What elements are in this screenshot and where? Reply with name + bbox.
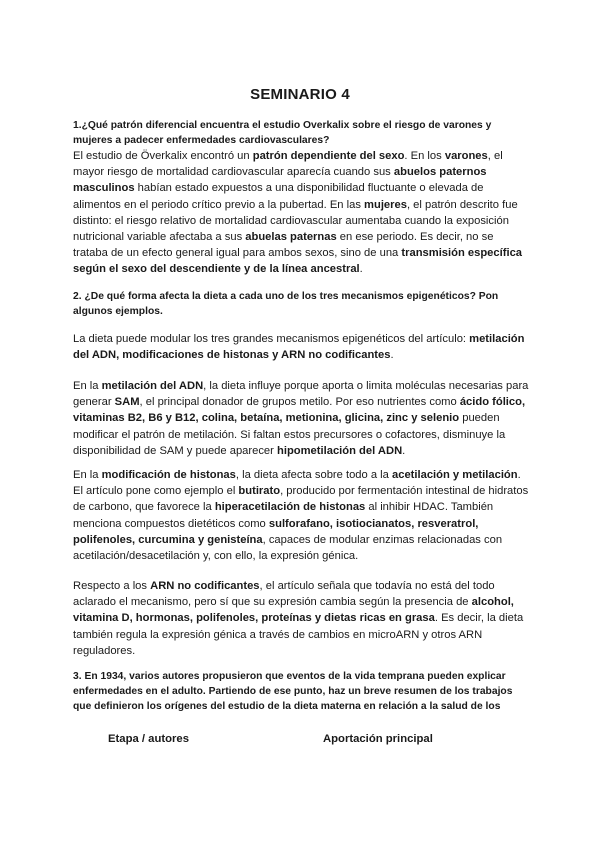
question-1 <box>73 118 529 148</box>
question-1-number: 1. <box>73 120 82 131</box>
table-header-contribution: Aportación principal <box>323 733 433 745</box>
answer-2-text-1 <box>73 331 529 363</box>
question-3-block <box>73 669 529 714</box>
question-1-text: ¿Qué patrón diferencial encuentra el estudio Overkalix sobre el riesgo de varones y mujeres a padecer enfermedades cardiovasculares? <box>73 120 492 146</box>
bold-run: butirato <box>238 485 281 498</box>
bold-run: SAM <box>114 396 140 409</box>
bold-run: abuelas paternas <box>245 231 337 244</box>
question-1-block <box>73 118 529 278</box>
text-run: , el patrón descrito fue distinto: el riesgo relativo de mortalidad cardiovascular aumentaba cuando la exposición nutricional variable afectaba a sus <box>73 198 518 244</box>
text-run: , el principal donador de grupos metilo. Por eso nutrientes como <box>139 396 460 409</box>
bold-run: sulforafano, isotiocianatos, resveratrol, polifenoles, curcumina y genisteína <box>73 517 479 546</box>
answer-2-paragraph-1 <box>73 331 529 363</box>
answer-2-paragraph-3 <box>73 467 529 564</box>
question-3 <box>73 669 529 714</box>
text-run: , la dieta afecta sobre todo a la <box>235 469 392 481</box>
text-run: . <box>390 349 394 362</box>
bold-run: varones <box>444 150 488 162</box>
text-run: En la <box>73 469 102 481</box>
question-2 <box>73 289 529 319</box>
question-2-number: 2. <box>73 291 82 302</box>
text-run: La dieta puede modular los tres grandes mecanismos epigenéticos del artículo: <box>73 333 470 345</box>
text-run: . Es decir, la dieta también regula la expresión génica a través de cambios en microARN y otros ARN reguladores. <box>73 612 524 657</box>
bold-run: transmisión específica según el sexo del descendiente y de la línea ancestral <box>73 247 523 276</box>
text-run: . El artículo pone como ejemplo el <box>73 469 521 498</box>
text-run: , el mayor riesgo de mortalidad cardiovascular aparecía cuando sus <box>73 150 503 179</box>
text-run: El estudio de Överkalix encontró un <box>73 150 253 162</box>
bold-run: hipometilación del ADN <box>277 444 403 457</box>
bold-run: patrón dependiente del sexo <box>252 150 405 162</box>
text-run: pueden modificar el patrón de metilación. Si faltan estos precursores o cofactores, disminuye la disponibilidad de SAM y puede aparecer <box>73 412 506 457</box>
page-title: SEMINARIO 4 <box>250 86 350 103</box>
text-run: Respecto a los <box>73 580 151 592</box>
answer-2-text-3 <box>73 467 529 564</box>
bold-run: ARN no codificantes <box>150 580 260 592</box>
answer-1 <box>73 148 529 278</box>
bold-run: abuelos paternos masculinos <box>73 166 487 195</box>
answer-2-text-4 <box>73 578 529 659</box>
text-run: . En los <box>404 150 445 162</box>
bold-run: ácido fólico, vitaminas B2, B6 y B12, colina, betaína, metionina, glicina, zinc y selenio <box>73 396 526 425</box>
answer-2-paragraph-4 <box>73 578 529 659</box>
text-run: , el artículo señala que todavía no está del todo aclarado el mecanismo, pero sí que su expresión cambia según la presencia de <box>73 580 495 609</box>
table-header-stage: Etapa / autores <box>108 733 189 745</box>
bold-run: acetilación y metilación <box>392 469 518 481</box>
text-run: . <box>402 444 406 457</box>
bold-run: alcohol, vitamina D, hormonas, polifenoles, proteínas y dietas ricas en grasa <box>73 596 514 625</box>
question-3-text: En 1934, varios autores propusieron que eventos de la vida temprana pueden explicar enfermedades en el adulto. Partiendo de ese punto, haz un breve resumen de los trabajos que definieron los orígenes del estudio de la dieta materna en relación a la salud de los <box>73 671 513 712</box>
text-run: , capaces de modular enzimas relacionadas con acetilación/desacetilación y, con ello, la expresión génica. <box>73 533 503 563</box>
text-run: al inhibir HDAC. También menciona compuestos dietéticos como <box>73 501 494 530</box>
text-run: habían estado expuestos a una disponibilidad fluctuante o elevada de alimentos en el periodo crítico previo a la pubertad. En las <box>73 182 484 211</box>
question-3-number: 3. <box>73 671 82 682</box>
answer-2-text-2 <box>73 378 529 459</box>
bold-run: modificación de histonas <box>101 469 236 481</box>
bold-run: metilación del ADN <box>101 380 204 392</box>
question-2-block <box>73 289 529 319</box>
text-run: . <box>359 263 363 276</box>
answer-2-paragraph-2 <box>73 378 529 459</box>
text-run: en ese periodo. Es decir, no se trataba de un efecto general igual para ambos sexos, sino de una <box>73 231 494 260</box>
bold-run: mujeres <box>364 198 407 211</box>
bold-run: hiperacetilación de histonas <box>214 501 366 514</box>
bold-run: metilación del ADN, modificaciones de histonas y ARN no codificantes <box>73 333 525 362</box>
text-run: En la <box>73 380 102 392</box>
question-2-text: ¿De qué forma afecta la dieta a cada uno de los tres mecanismos epigenéticos? Pon algunos ejemplos. <box>73 291 499 317</box>
text-run: , producido por fermentación intestinal de hidratos de carbono, que favorece la <box>73 485 529 514</box>
text-run: , la dieta influye porque aporta o limita moléculas necesarias para generar <box>73 380 529 409</box>
